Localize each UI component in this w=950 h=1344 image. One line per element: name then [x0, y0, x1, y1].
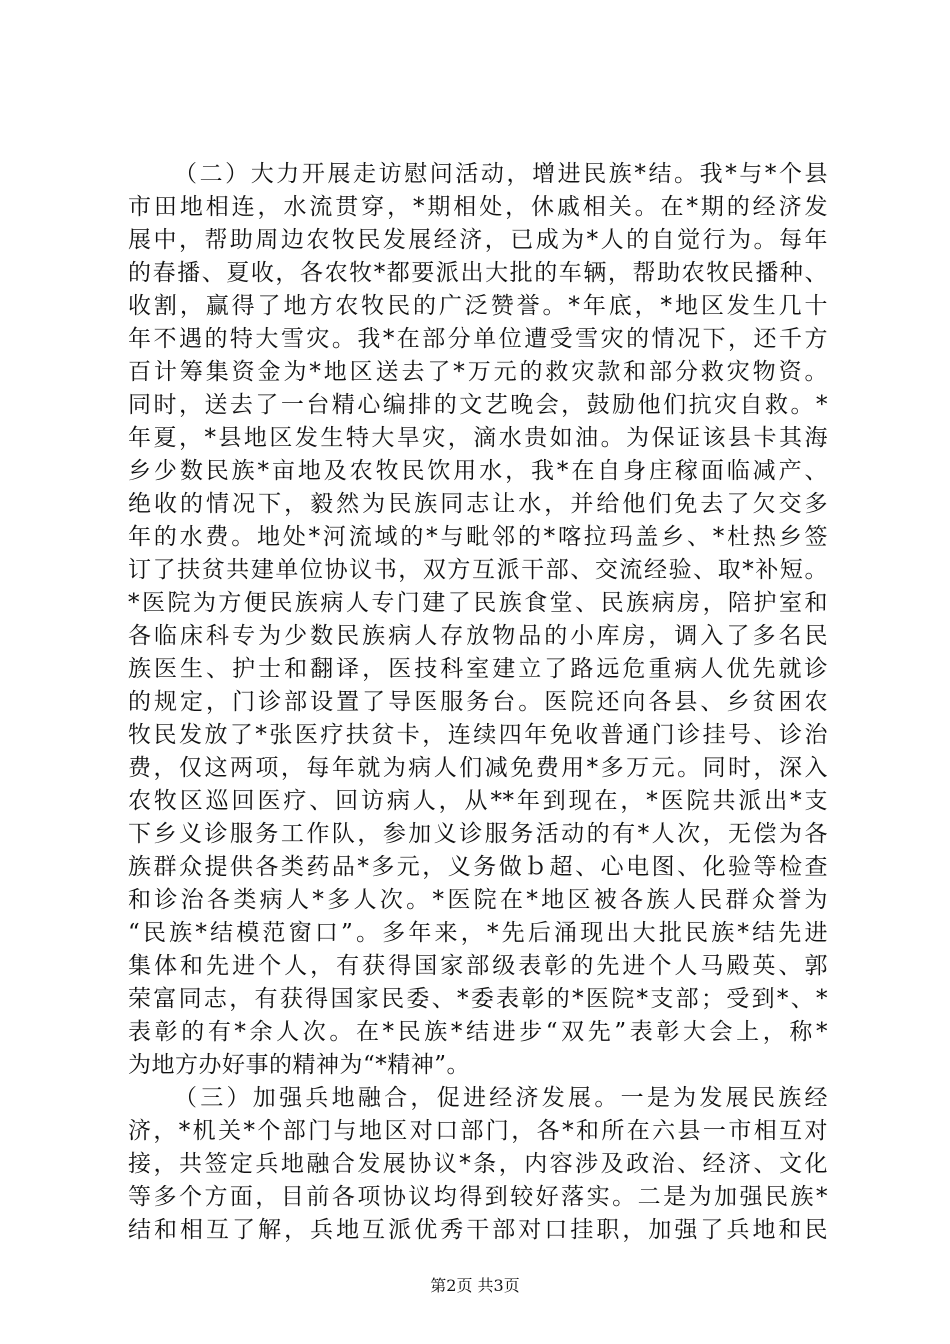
paragraph-line: 等多个方面，目前各项协议均得到较好落实。二是为加强民族* [128, 1184, 828, 1210]
paragraph-line: 同时，送去了一台精心编排的文艺晚会，鼓励他们抗灾自救。* [128, 392, 828, 418]
paragraph-line: 展中，帮助周边农牧民发展经济，已成为*人的自觉行为。每年 [128, 227, 828, 253]
paragraph-line: “民族*结模范窗口”。多年来，*先后涌现出大批民族*结先进 [128, 920, 828, 946]
paragraph-line: 的春播、夏收，各农牧*都要派出大批的车辆，帮助农牧民播种、 [128, 260, 828, 286]
paragraph-line: 济，*机关*个部门与地区对口部门，各*和所在六县一市相互对 [128, 1118, 828, 1144]
paragraph-line: 年的水费。地处*河流域的*与毗邻的*喀拉玛盖乡、*杜热乡签 [128, 524, 828, 550]
paragraph-line: 集体和先进个人，有获得国家部级表彰的先进个人马殿英、郭 [128, 953, 828, 979]
paragraph-line: 表彰的有*余人次。在*民族*结进步“双先”表彰大会上，称* [128, 1019, 828, 1045]
paragraph-line: 年夏，*县地区发生特大旱灾，滴水贵如油。为保证该县卡其海 [128, 425, 828, 451]
paragraph-line: 年不遇的特大雪灾。我*在部分单位遭受雪灾的情况下，还千方 [128, 326, 828, 352]
paragraph-line: 乡少数民族*亩地及农牧民饮用水，我*在自身庄稼面临减产、 [128, 458, 828, 484]
paragraph-line: 接，共签定兵地融合发展协议*条，内容涉及政治、经济、文化 [128, 1151, 828, 1177]
paragraph-line: 收割，赢得了地方农牧民的广泛赞誉。*年底，*地区发生几十 [128, 293, 828, 319]
paragraph-line: 为地方办好事的精神为“*精神”。 [128, 1052, 471, 1078]
page-footer: 第2页 共3页 [430, 1276, 520, 1295]
paragraph-line: 和诊治各类病人*多人次。*医院在*地区被各族人民群众誉为 [128, 887, 828, 913]
paragraph-line: 结和相互了解，兵地互派优秀干部对口挂职，加强了兵地和民 [128, 1217, 828, 1243]
paragraph-line: 的规定，门诊部设置了导医服务台。医院还向各县、乡贫困农 [128, 689, 828, 715]
paragraph-line: 农牧区巡回医疗、回访病人，从**年到现在，*医院共派出*支 [128, 788, 828, 814]
paragraph-line: 百计筹集资金为*地区送去了*万元的救灾款和部分救灾物资。 [128, 359, 828, 385]
paragraph-line: 市田地相连，水流贯穿，*期相处，休戚相关。在*期的经济发 [128, 194, 828, 220]
paragraph-line: 族群众提供各类药品*多元，义务做ｂ超、心电图、化验等检查 [128, 854, 828, 880]
document-body [128, 158, 828, 1247]
paragraph-line: （三）加强兵地融合，促进经济发展。一是为发展民族经 [174, 1085, 828, 1111]
paragraph-line: （二）大力开展走访慰问活动，增进民族*结。我*与*个县 [174, 161, 828, 187]
paragraph-line: 绝收的情况下，毅然为民族同志让水，并给他们免去了欠交多 [128, 491, 828, 517]
paragraph-line: 族医生、护士和翻译，医技科室建立了路远危重病人优先就诊 [128, 656, 828, 682]
paragraph-line: *医院为方便民族病人专门建了民族食堂、民族病房，陪护室和 [128, 590, 828, 616]
paragraph-line: 各临床科专为少数民族病人存放物品的小库房，调入了多名民 [128, 623, 828, 649]
paragraph-line: 牧民发放了*张医疗扶贫卡，连续四年免收普通门诊挂号、诊治 [128, 722, 828, 748]
paragraph-line: 荣富同志，有获得国家民委、*委表彰的*医院*支部；受到*、* [128, 986, 828, 1012]
paragraph-line: 下乡义诊服务工作队，参加义诊服务活动的有*人次，无偿为各 [128, 821, 828, 847]
paragraph-line: 费，仅这两项，每年就为病人们减免费用*多万元。同时，深入 [128, 755, 828, 781]
paragraph-line: 订了扶贫共建单位协议书，双方互派干部、交流经验、取*补短。 [128, 557, 828, 583]
